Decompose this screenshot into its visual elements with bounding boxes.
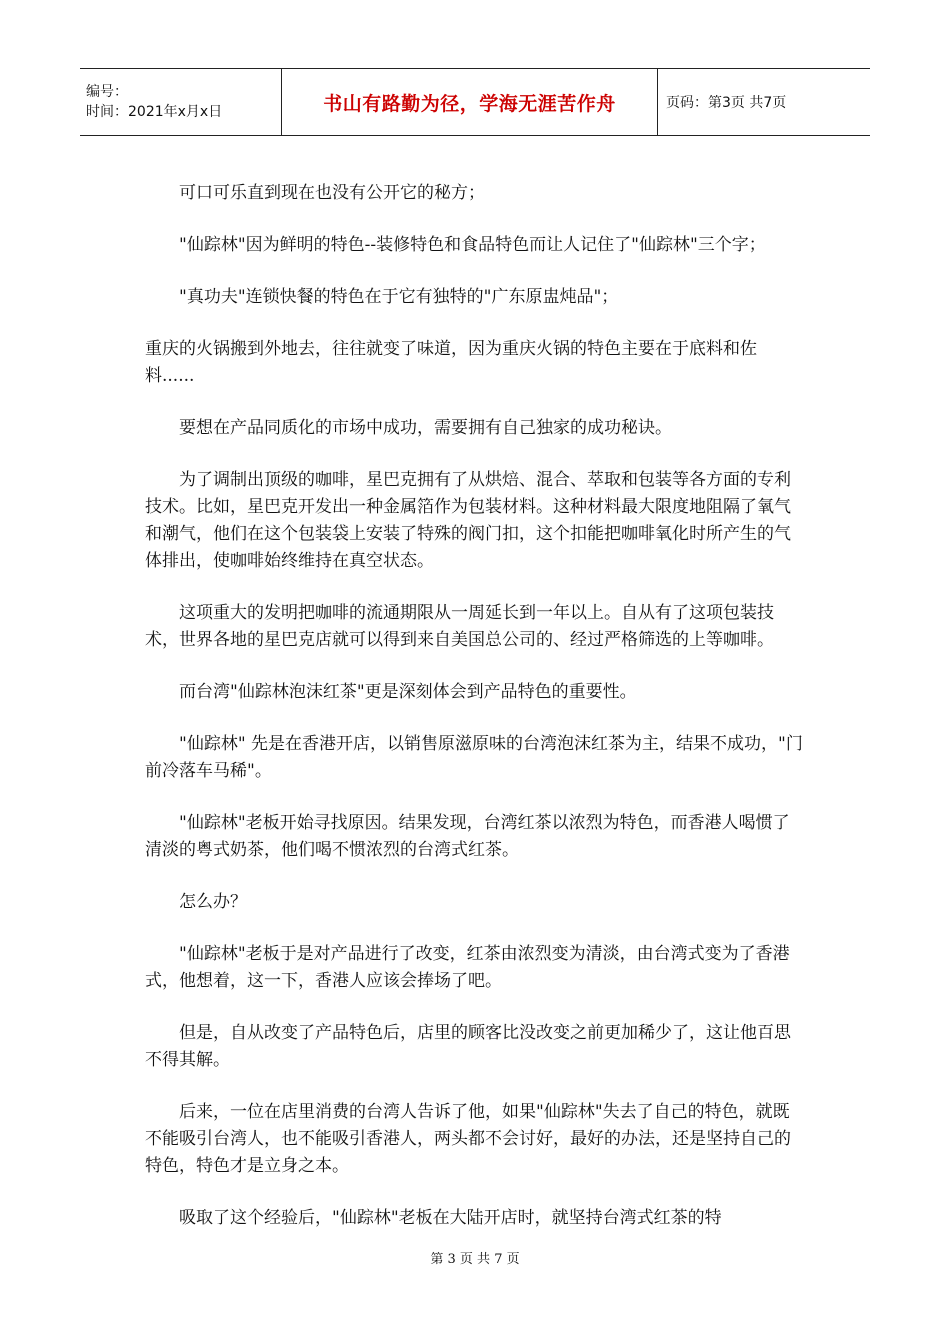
page-info: 页码：第3页 共7页	[666, 95, 787, 111]
motto-text: 书山有路勤为径，学海无涯苦作舟	[323, 92, 616, 115]
paragraph: 为了调制出顶级的咖啡，星巴克拥有了从烘焙、混合、萃取和包装等各方面的专利技术。比如，星巴克开发出一种金属箔作为包装材料。这种材料最大限度地阻隔了氧气和潮气，他们在这个包装袋上安装了特殊的阀门扣，这个扣能把咖啡氧化时所产生的气体排出，使咖啡始终维持在真空状态。	[145, 470, 791, 571]
header-page-info-cell	[658, 69, 870, 135]
paragraph: "仙踪林"因为鲜明的特色--装修特色和食品特色而让人记住了"仙踪林"三个字；	[179, 235, 766, 255]
paragraph: 吸取了这个经验后，"仙踪林"老板在大陆开店时，就坚持台湾式红茶的特	[179, 1208, 722, 1228]
header-meta	[80, 69, 282, 135]
paragraph: 要想在产品同质化的市场中成功，需要拥有自己独家的成功秘诀。	[179, 418, 672, 438]
paragraph: 重庆的火锅搬到外地去，往往就变了味道，因为重庆火锅的特色主要在于底料和佐料......	[145, 339, 757, 386]
document-body	[145, 180, 805, 1257]
paragraph: 后来，一位在店里消费的台湾人告诉了他，如果"仙踪林"失去了自己的特色，就既不能吸引台湾人，也不能吸引香港人，两头都不会讨好，最好的办法，还是坚持自己的特色，特色才是立身之本。	[145, 1102, 791, 1176]
paragraph: "仙踪林"老板开始寻找原因。结果发现，台湾红茶以浓烈为特色，而香港人喝惯了清淡的粤式奶茶，他们喝不惯浓烈的台湾式红茶。	[145, 813, 790, 860]
paragraph: "真功夫"连锁快餐的特色在于它有独特的"广东原盅炖品"；	[179, 287, 619, 307]
page-footer: 第 3 页 共 7 页	[430, 1252, 520, 1267]
number-label: 编号：	[86, 84, 128, 100]
paragraph: 但是，自从改变了产品特色后，店里的顾客比没改变之前更加稀少了，这让他百思不得其解。	[145, 1023, 791, 1070]
paragraph: 这项重大的发明把咖啡的流通期限从一周延长到一年以上。自从有了这项包装技术，世界各地的星巴克店就可以得到来自美国总公司的、经过严格筛选的上等咖啡。	[145, 603, 774, 650]
paragraph: 可口可乐直到现在也没有公开它的秘方；	[179, 183, 485, 203]
paragraph: "仙踪林" 先是在香港开店，以销售原滋原味的台湾泡沫红茶为主，结果不成功，"门前冷落车马稀"。	[145, 734, 803, 781]
paragraph: 而台湾"仙踪林泡沫红茶"更是深刻体会到产品特色的重要性。	[179, 682, 637, 702]
header-motto-cell	[282, 69, 658, 135]
date-label: 时间：2021年x月x日	[86, 104, 223, 120]
paragraph: 怎么办？	[179, 892, 247, 912]
paragraph: "仙踪林"老板于是对产品进行了改变，红茶由浓烈变为清淡，由台湾式变为了香港式，他想着，这一下，香港人应该会捧场了吧。	[145, 944, 790, 991]
page-header	[80, 68, 870, 136]
